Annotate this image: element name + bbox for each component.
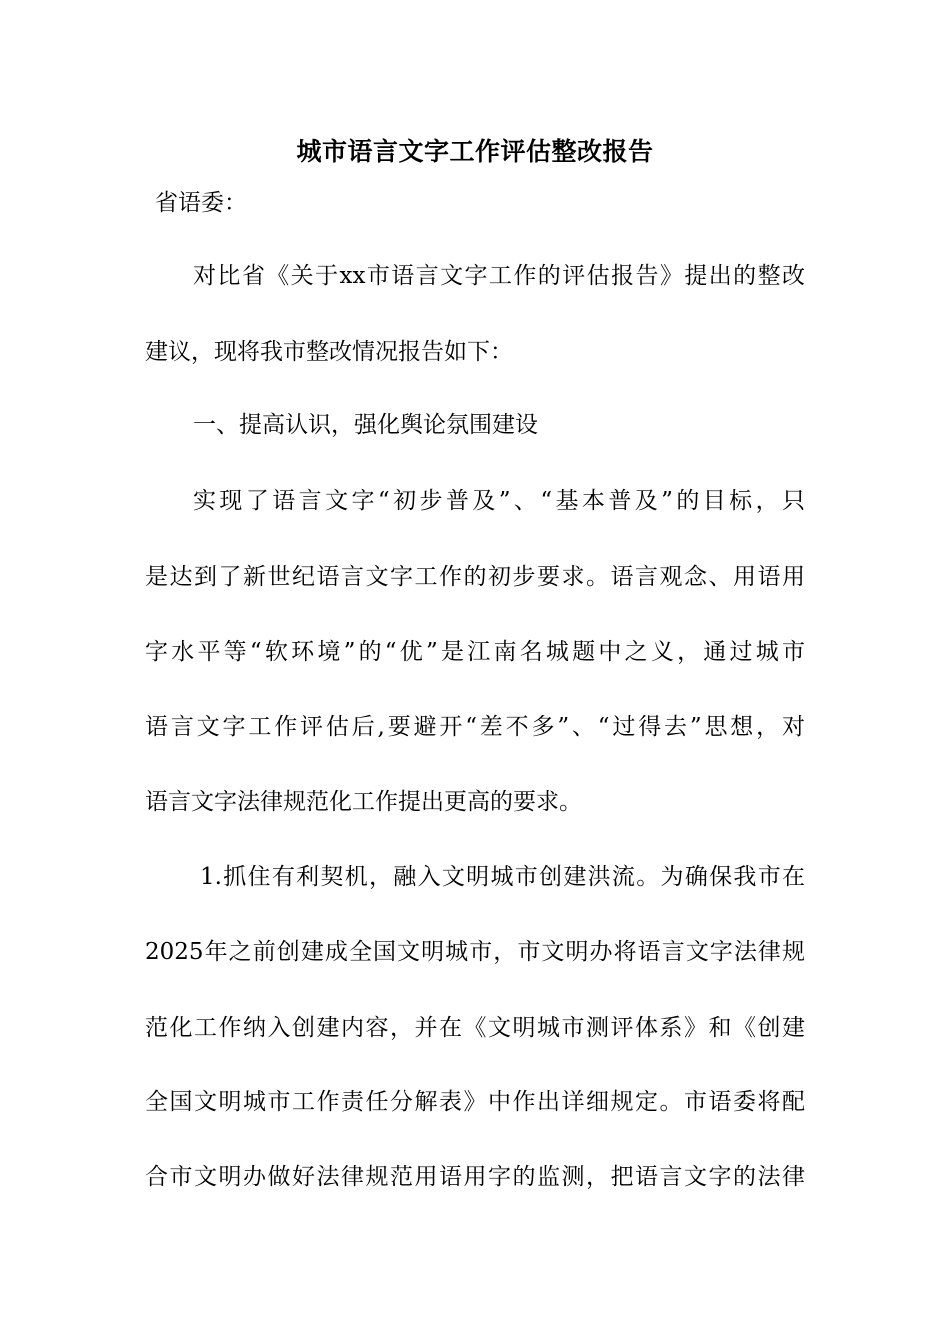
document-title: 城市语言文字工作评估整改报告 [296,137,654,166]
paragraph-line: 合市文明办做好法律规范用语用字的监测，把语言文字的法律 [145,1164,805,1190]
paragraph-line: 全国文明城市工作责任分解表》中作出详细规定。市语委将配 [145,1089,805,1115]
paragraph-line: 是达到了新世纪语言文字工作的初步要求。语言观念、用语用 [145,564,805,590]
paragraph-line: 建议，现将我市整改情况报告如下： [145,339,513,365]
paragraph-line: 范化工作纳入创建内容，并在《文明城市测评体系》和《创建 [145,1015,805,1041]
section-heading: 一、提高认识，强化舆论氛围建设 [193,412,538,438]
salutation: 省语委： [155,190,247,216]
paragraph-line: 实现了语言文字“初步普及”、“基本普及”的目标，只 [193,488,805,514]
paragraph-line: 字水平等“软环境”的“优”是江南名城题中之义，通过城市 [145,639,805,665]
paragraph-line: 1.抓住有利契机，融入文明城市创建洪流。为确保我市在 [200,864,805,890]
paragraph-line: 2025年之前创建成全国文明城市，市文明办将语言文字法律规 [145,939,805,965]
paragraph-line: 语言文字法律规范化工作提出更高的要求。 [145,789,582,815]
paragraph-line: 对比省《关于xx市语言文字工作的评估报告》提出的整改 [193,263,805,289]
paragraph-line: 语言文字工作评估后,要避开“差不多”、“过得去”思想，对 [145,714,805,740]
